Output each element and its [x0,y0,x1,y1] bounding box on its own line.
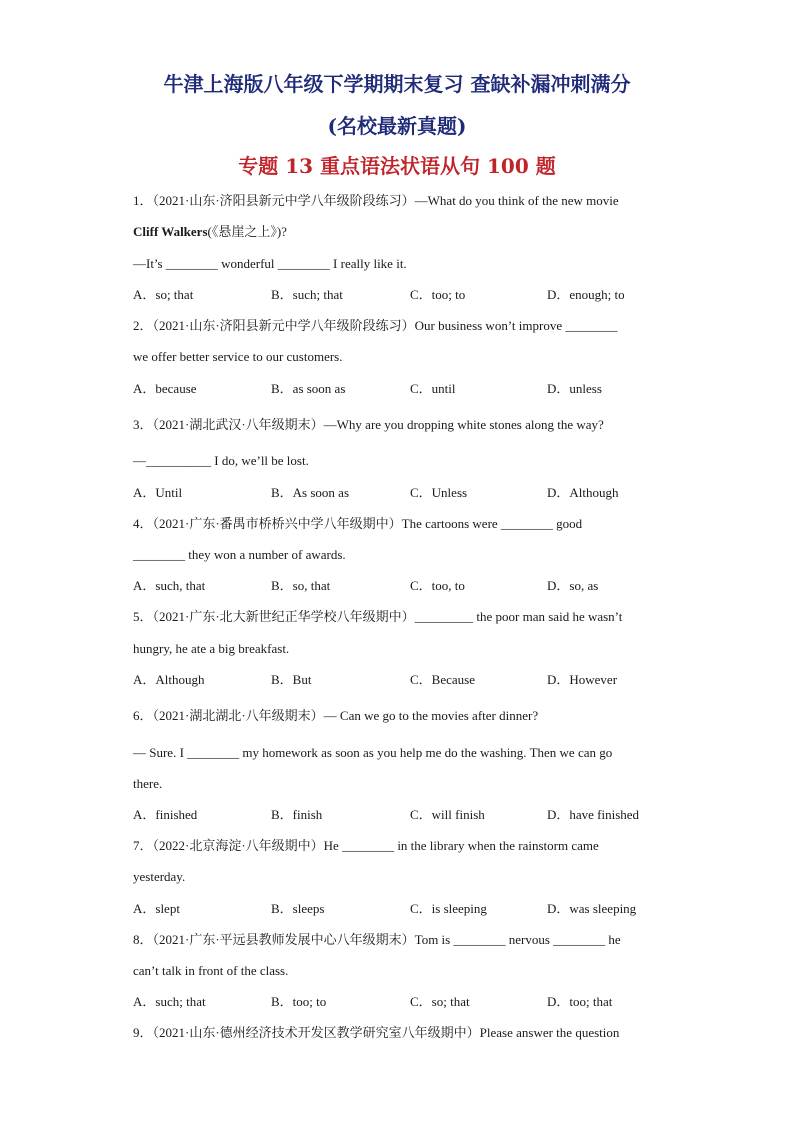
question-2-line-2: we offer better service to our customers. [133,349,343,364]
option-a: A．such, that [133,578,206,593]
question-6-line-3: there. [133,776,163,791]
option-b: B．sleeps [271,901,325,916]
question-5-line-2: hungry, he ate a big breakfast. [133,641,290,656]
question-1-line-3: —It’s ________ wonderful ________ I really like it. [133,256,407,271]
option-a: A．Although [133,672,205,687]
question-4-options [133,578,673,594]
option-b: B．so, that [271,578,331,593]
option-b: B．too; to [271,994,327,1009]
question-3-line-2: —__________ I do, we’ll be lost. [133,453,309,468]
option-d: D．too; that [547,994,613,1009]
option-b: B．finish [271,807,323,822]
option-d: D．However [547,672,618,687]
option-c: C．until [410,381,456,396]
option-c: C．is sleeping [410,901,487,916]
option-d: D．so, as [547,578,599,593]
question-1-options [133,287,673,303]
option-d: D．Although [547,485,619,500]
question-3-line-1: 3．（2021·湖北武汉·八年级期末）—Why are you dropping white stones along the way? [133,417,604,432]
question-6-line-2: — Sure. I ________ my homework as soon as you help me do the washing. Then we can go [133,745,613,760]
question-8-line-1: 8．（2021·广东·平远县教师发展中心八年级期末）Tom is ________ nervous ________ he [133,932,621,947]
question-3-options [133,485,673,501]
option-c: C．too, to [410,578,465,593]
option-a: A．slept [133,901,180,916]
option-d: D．was sleeping [547,901,637,916]
option-a: A．Until [133,485,183,500]
option-a: A．because [133,381,197,396]
option-c: C．so; that [410,994,470,1009]
option-c: C．will finish [410,807,485,822]
question-8-line-2: can’t talk in front of the class. [133,963,289,978]
question-4-line-2: ________ they won a number of awards. [133,547,346,562]
topic-heading: 专题 13 重点语法状语从句 100 题 [238,154,556,178]
question-6-line-1: 6．（2021·湖北湖北·八年级期末）— Can we go to the movies after dinner? [133,708,539,723]
option-b: B．But [271,672,312,687]
option-d: D．enough; to [547,287,625,302]
movie-title-chinese: (《悬崖之上》)? [207,224,287,239]
question-4-line-1: 4．（2021·广东·番禺市桥桥兴中学八年级期中）The cartoons were ________ good [133,516,583,531]
option-c: C．Because [410,672,475,687]
question-7-line-1: 7．（2022·北京海淀·八年级期中）He ________ in the library when the rainstorm came [133,838,599,853]
question-5-options [133,672,673,688]
option-d: D．have finished [547,807,640,822]
option-a: A．so; that [133,287,194,302]
movie-title: Cliff Walkers [133,224,208,239]
question-1-line-2 [133,224,287,240]
question-1-line-1: 1．（2021·山东·济阳县新元中学八年级阶段练习）—What do you think of the new movie [133,193,619,208]
question-2-options [133,381,673,397]
question-7-options [133,901,673,917]
option-a: A．finished [133,807,198,822]
document-title: 牛津上海版八年级下学期期末复习 查缺补漏冲刺满分 [163,72,631,96]
option-c: C．Unless [410,485,468,500]
question-2-line-1: 2．（2021·山东·济阳县新元中学八年级阶段练习）Our business won’t improve ________ [133,318,618,333]
option-a: A．such; that [133,994,206,1009]
option-b: B．As soon as [271,485,350,500]
question-6-options [133,807,673,823]
question-9-line-1: 9．（2021·山东·德州经济技术开发区教学研究室八年级期中）Please answer the question [133,1025,620,1040]
option-b: B．as soon as [271,381,346,396]
document-subtitle: (名校最新真题) [327,114,467,138]
option-b: B．such; that [271,287,343,302]
question-7-line-2: yesterday. [133,869,186,884]
option-d: D．unless [547,381,602,396]
question-8-options [133,994,673,1010]
question-5-line-1: 5．（2021·广东·北大新世纪正华学校八年级期中）_________ the poor man said he wasn’t [133,609,623,624]
option-c: C．too; to [410,287,466,302]
